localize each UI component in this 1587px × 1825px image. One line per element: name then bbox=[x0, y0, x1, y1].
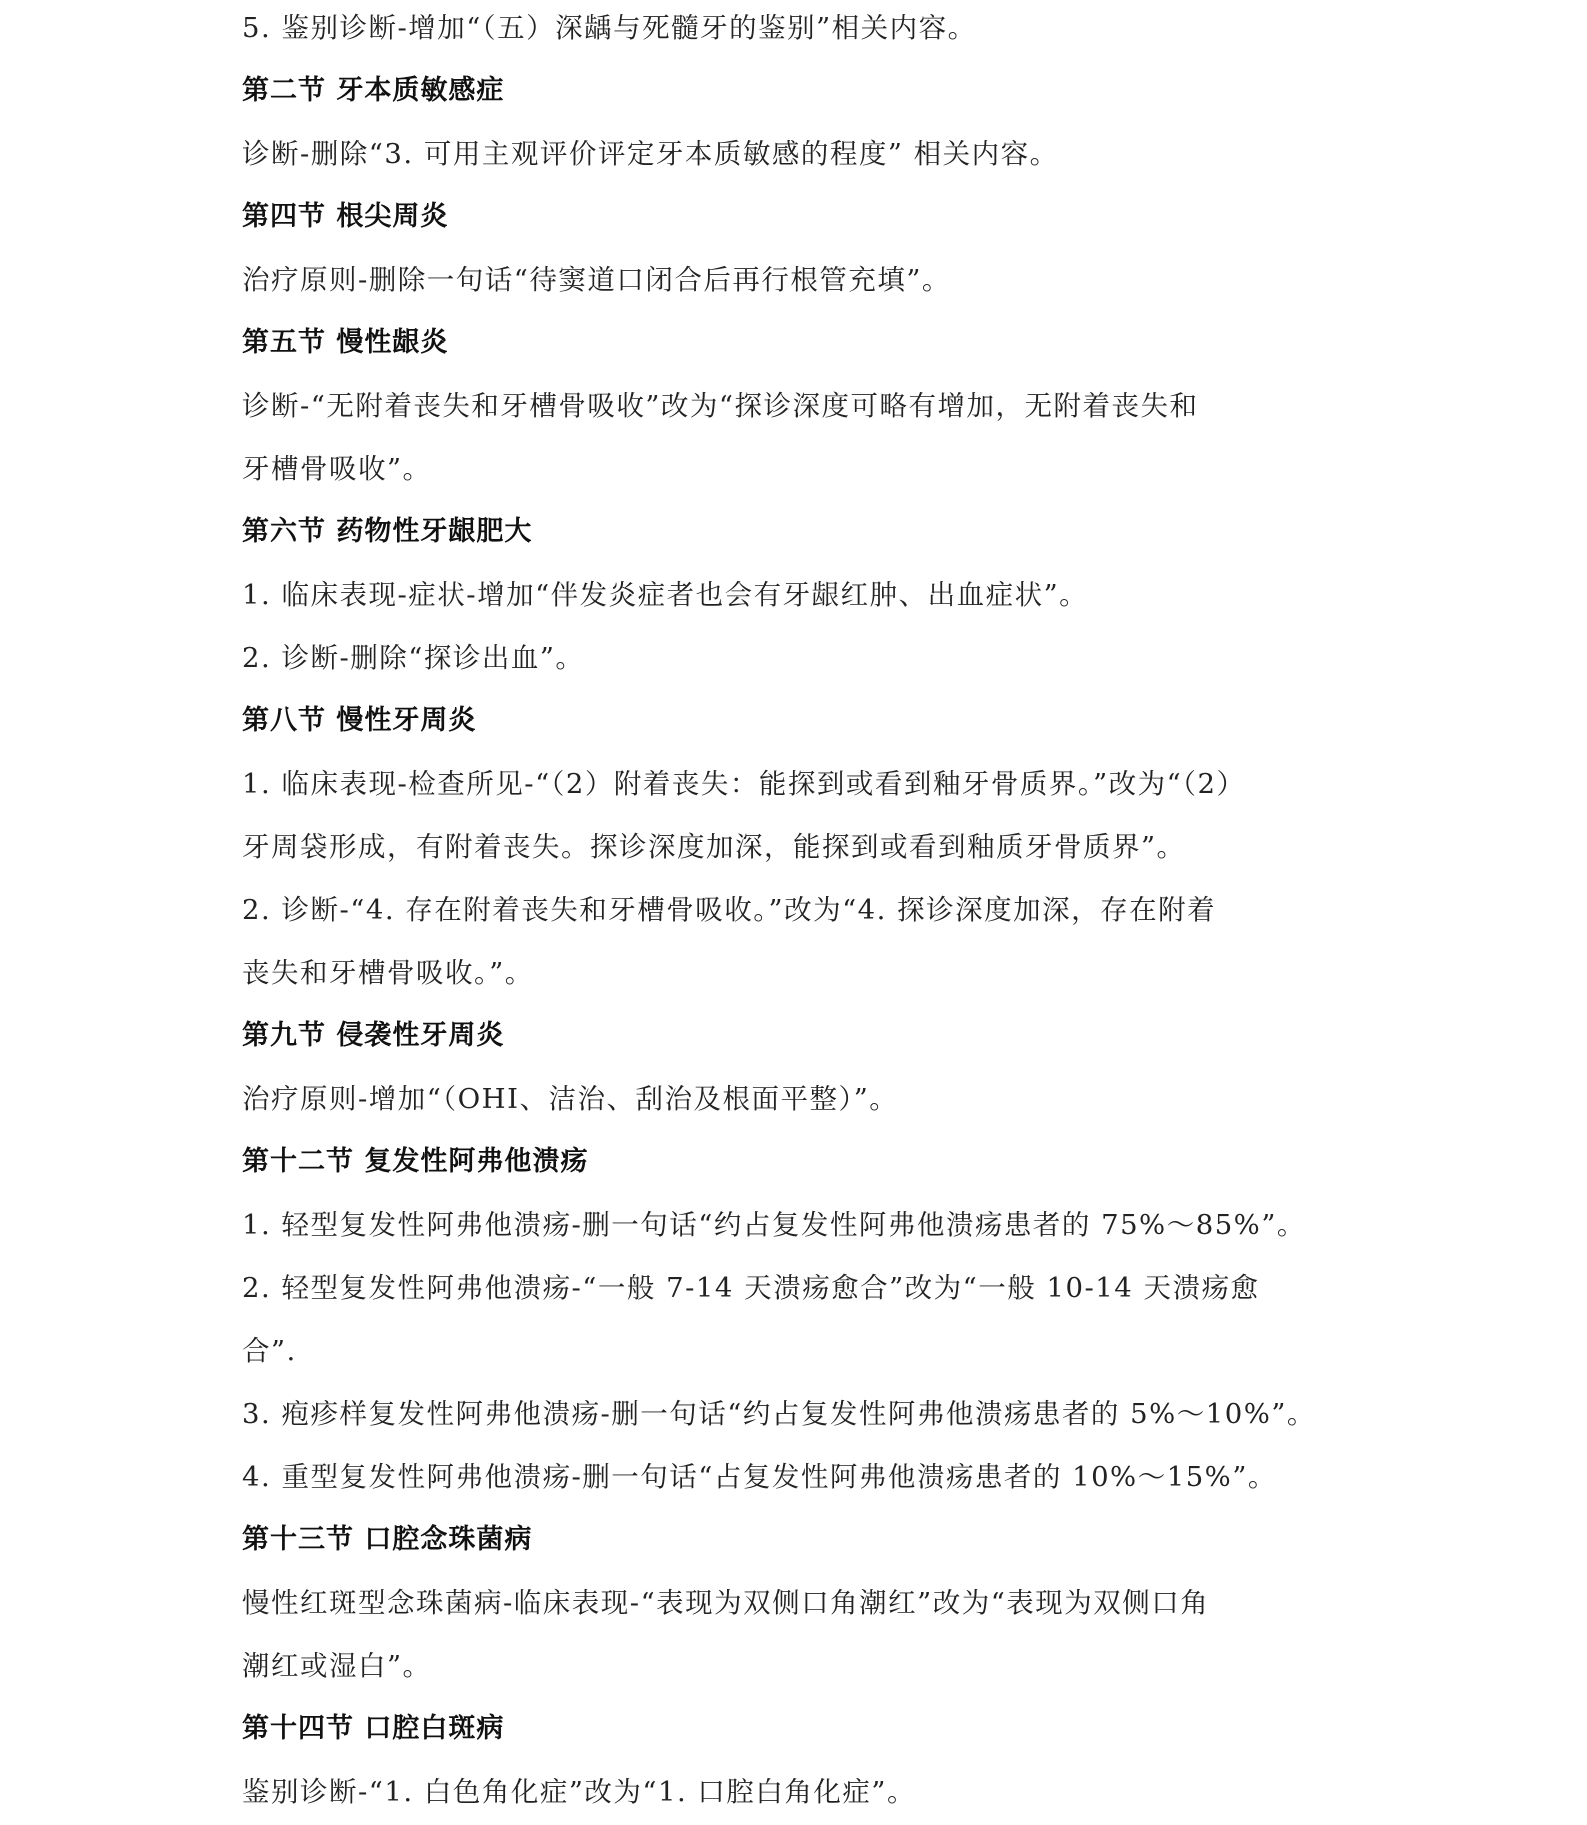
list-item: 2. 轻型复发性阿弗他溃疡-“一般 7-14 天溃疡愈合”改为“一般 10-14 天溃疡愈 bbox=[242, 1272, 1260, 1304]
paragraph-continuation: 潮红或湿白”。 bbox=[242, 1650, 432, 1682]
paragraph: 慢性红斑型念珠菌病-临床表现-“表现为双侧口角潮红”改为“表现为双侧口角 bbox=[242, 1587, 1210, 1619]
list-item-continuation: 合”. bbox=[242, 1335, 297, 1367]
paragraph: 诊断-删除“3. 可用主观评价评定牙本质敏感的程度” 相关内容。 bbox=[242, 138, 1059, 170]
section-heading: 第八节 慢性牙周炎 bbox=[242, 705, 477, 736]
list-item: 2. 诊断-删除“探诊出血”。 bbox=[242, 642, 585, 674]
section-heading: 第十二节 复发性阿弗他溃疡 bbox=[242, 1146, 589, 1177]
paragraph-continuation: 牙槽骨吸收”。 bbox=[242, 453, 432, 485]
paragraph: 治疗原则-删除一句话“待窦道口闭合后再行根管充填”。 bbox=[242, 264, 951, 296]
list-item: 2. 诊断-“4. 存在附着丧失和牙槽骨吸收。”改为“4. 探诊深度加深，存在附着 bbox=[242, 894, 1217, 926]
section-heading: 第五节 慢性龈炎 bbox=[242, 327, 449, 358]
list-item: 3. 疱疹样复发性阿弗他溃疡-删一句话“约占复发性阿弗他溃疡患者的 5%～10%”。 bbox=[242, 1398, 1316, 1430]
list-item-continuation: 牙周袋形成，有附着丧失。探诊深度加深，能探到或看到釉质牙骨质界”。 bbox=[242, 831, 1186, 863]
paragraph: 诊断-“无附着丧失和牙槽骨吸收”改为“探诊深度可略有增加，无附着丧失和 bbox=[242, 390, 1199, 422]
section-heading: 第四节 根尖周炎 bbox=[242, 201, 449, 232]
list-item: 1. 轻型复发性阿弗他溃疡-删一句话“约占复发性阿弗他溃疡患者的 75%～85%”。 bbox=[242, 1209, 1306, 1241]
section-heading: 第十四节 口腔白斑病 bbox=[242, 1713, 505, 1744]
section-heading: 第二节 牙本质敏感症 bbox=[242, 75, 505, 106]
list-item: 1. 临床表现-检查所见-“（2）附着丧失：能探到或看到釉牙骨质界。”改为“（2） bbox=[242, 768, 1246, 800]
paragraph: 治疗原则-增加“（OHI、洁治、刮治及根面平整）”。 bbox=[242, 1083, 899, 1115]
paragraph: 鉴别诊断-“1. 白色角化症”改为“1. 口腔白角化症”。 bbox=[242, 1776, 916, 1808]
section-heading: 第十三节 口腔念珠菌病 bbox=[242, 1524, 533, 1555]
section-heading: 第六节 药物性牙龈肥大 bbox=[242, 516, 533, 547]
list-item-continuation: 丧失和牙槽骨吸收。”。 bbox=[242, 957, 534, 989]
list-item: 1. 临床表现-症状-增加“伴发炎症者也会有牙龈红肿、出血症状”。 bbox=[242, 579, 1089, 611]
list-item: 5. 鉴别诊断-增加“（五）深龋与死髓牙的鉴别”相关内容。 bbox=[242, 12, 977, 44]
list-item: 4. 重型复发性阿弗他溃疡-删一句话“占复发性阿弗他溃疡患者的 10%～15%”。 bbox=[242, 1461, 1277, 1493]
section-heading: 第九节 侵袭性牙周炎 bbox=[242, 1020, 505, 1051]
